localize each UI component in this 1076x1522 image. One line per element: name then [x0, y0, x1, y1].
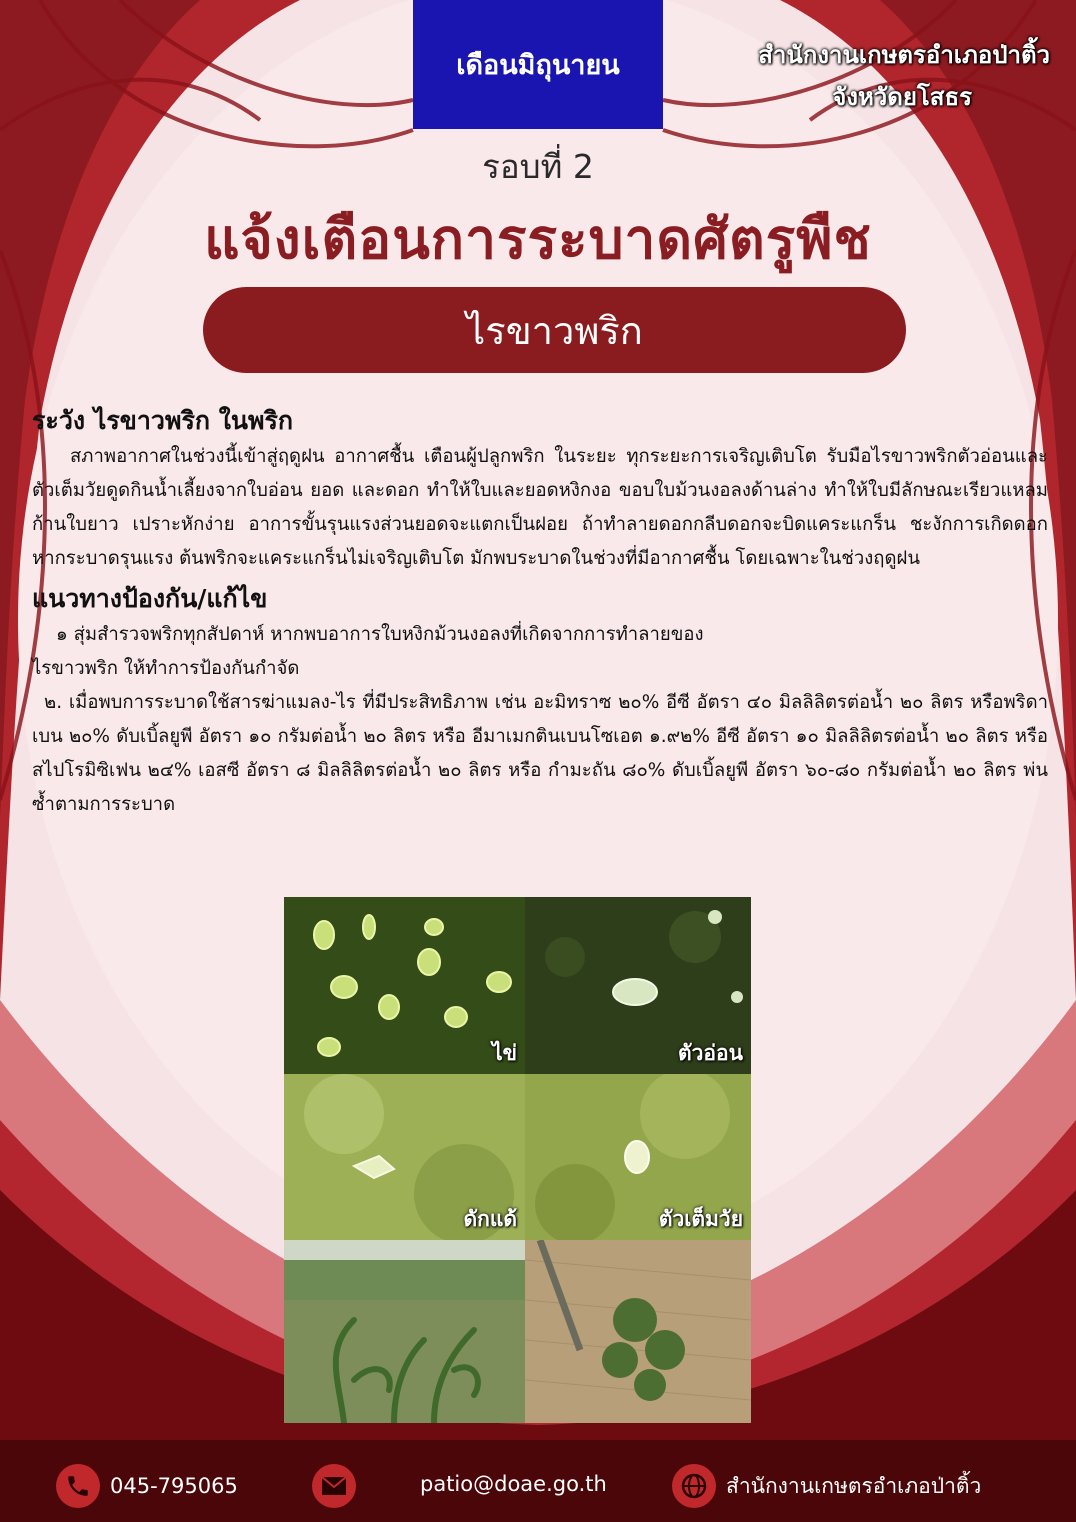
prevention-step-1-cont: ไรขาวพริก ให้ทำการป้องกันกำจัด [32, 658, 300, 679]
warning-paragraph: สภาพอากาศในช่วงนี้เข้าสู่ฤดูฝน อากาศชื้น เตือนผู้ปลูกพริก ในระยะ ทุกระยะการเจริญเติบโต รับมือไรขาวพริกตัวอ่อนและตัวเต็มวัยดูดกินน้ำเลี้ยงจากใบอ่อน ยอด และดอก ทำให้ใบและยอดหงิกงอ ขอบใบม้วนงอลงด้านล่าง ทำให้ใบมีลักษณะเรียวแหลม ก้านใบยาว เปราะหักง่าย อาการขั้นรุนแรงส่วนยอดจะแตกเป็นฝอย ถ้าทำลายดอกกลีบดอกจะบิดแคระแกร็น ชะงักการเกิดดอก หากระบาดรุนแรง ต้นพริกจะแคระแกร็นไม่เจริญเติบโต มักพบระบาดในช่วงที่มีอากาศชื้น โดยเฉพาะในช่วงฤดูฝน [32, 446, 1048, 569]
photo-adult [525, 1074, 751, 1240]
caption-pupa: ดักแด้ [463, 1207, 517, 1231]
round-label: รอบที่ 2 [482, 147, 594, 186]
photo-pupa [284, 1074, 525, 1240]
photo-nymph [525, 897, 751, 1074]
warning-heading: ระวัง ไรขาวพริก ในพริก [32, 406, 294, 435]
prevention-step-1: ๑ สุ่มสำรวจพริกทุกสัปดาห์ หากพบอาการใบหงิกม้วนงอลงที่เกิดจากการทำลายของ [56, 624, 704, 645]
globe-icon [672, 1464, 716, 1508]
caption-egg: ไข่ [492, 1041, 517, 1065]
pest-name-banner [203, 287, 906, 373]
photo-egg [284, 897, 525, 1074]
mail-icon [312, 1464, 356, 1508]
photo-chili-plant [525, 1240, 751, 1423]
footer-phone[interactable] [56, 1464, 238, 1508]
phone-number: 045-795065 [110, 1474, 238, 1498]
month-label: เดือนมิถุนายน [456, 50, 620, 81]
phone-icon [56, 1464, 100, 1508]
page-title: แจ้งเตือนการระบาดศัตรูพืช [204, 207, 872, 271]
email-address: patio@doae.go.th [420, 1472, 607, 1496]
office-line-2: จังหวัดยโสธร [832, 83, 972, 111]
caption-nymph: ตัวอ่อน [677, 1041, 743, 1065]
caption-adult: ตัวเต็มวัย [658, 1207, 743, 1231]
month-badge [413, 0, 663, 129]
footer-website[interactable] [672, 1464, 981, 1508]
footer-email-icon-wrap[interactable] [312, 1464, 366, 1508]
article-body [32, 402, 1048, 822]
office-line-1: สำนักงานเกษตรอำเภอป่าติ้ว [758, 41, 1050, 69]
footer-email[interactable] [420, 1472, 607, 1496]
photo-chili-field [284, 1240, 525, 1423]
footer [0, 1458, 1076, 1514]
website-name: สำนักงานเกษตรอำเภอป่าติ้ว [726, 1473, 982, 1498]
pest-photo-grid [284, 897, 751, 1423]
pest-name: ไรขาวพริก [466, 308, 643, 353]
prevention-step-2: ๒. เมื่อพบการระบาดใช้สารฆ่าแมลง-ไร ที่มีประสิทธิภาพ เช่น อะมิทราซ ๒๐% อีซี อัตรา ๔๐ มิลลิลิตรต่อน้ำ ๒๐ ลิตร หรือพริดาเบน ๒๐% ดับเบิ้ลยูพี อัตรา ๑๐ กรัมต่อน้ำ ๒๐ ลิตร หรือ อีมาเมกตินเบนโซเอต ๑.๙๒% อีซี อัตรา ๑๐ มิลลิลิตรต่อน้ำ ๒๐ ลิตร หรือ สไปโรมิซิเฟน ๒๔% เอสซี อัตรา ๘ มิลลิลิตรต่อน้ำ ๒๐ ลิตร หรือ กำมะถัน ๘๐% ดับเบิ้ลยูพี อัตรา ๖๐-๘๐ กรัมต่อน้ำ ๒๐ ลิตร พ่นซ้ำตามการระบาด [32, 692, 1048, 815]
prevention-heading: แนวทางป้องกัน/แก้ไข [32, 584, 268, 613]
office-name [630, 34, 1050, 118]
